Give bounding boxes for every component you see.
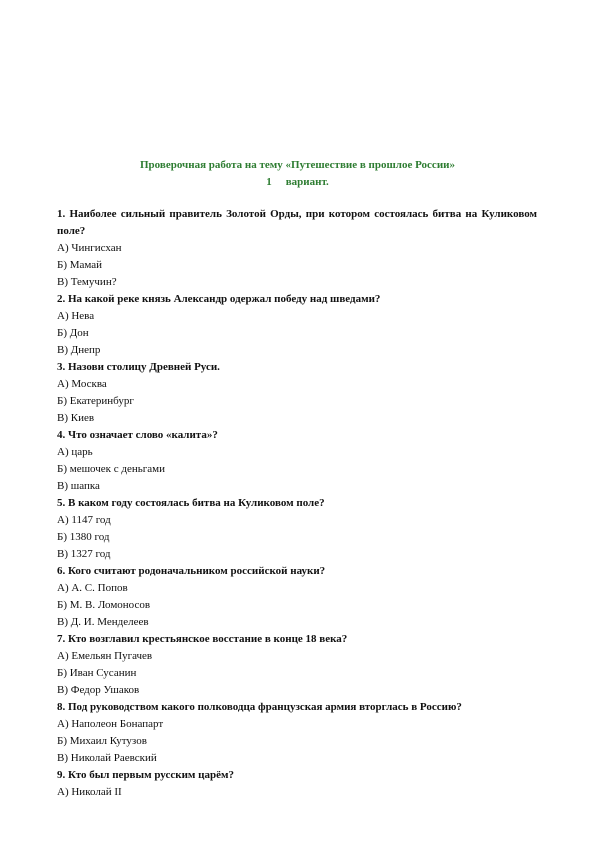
- variant-number: 1: [266, 176, 272, 188]
- question-3-option-c: В) Киев: [57, 412, 95, 424]
- question-4: 4. Что означает слово «калита»?: [57, 429, 218, 441]
- question-5-option-b: Б) 1380 год: [57, 531, 110, 543]
- question-8-option-a: А) Наполеон Бонапарт: [57, 718, 164, 730]
- question-5-option-a: А) 1147 год: [57, 514, 111, 526]
- question-3: 3. Назови столицу Древней Руси.: [57, 361, 220, 373]
- question-8-option-c: В) Николай Раевский: [57, 752, 157, 764]
- question-4-option-c: В) шапка: [57, 480, 100, 492]
- question-9: 9. Кто был первым русским царём?: [57, 769, 234, 781]
- question-6-option-a: А) А. С. Попов: [57, 582, 128, 594]
- question-2: 2. На какой реке князь Александр одержал победу над шведами?: [57, 293, 381, 305]
- question-4-option-b: Б) мешочек с деньгами: [57, 463, 166, 475]
- question-2-option-c: В) Днепр: [57, 344, 101, 356]
- question-1-option-b: Б) Мамай: [57, 259, 103, 271]
- question-1: 1. Наиболее сильный правитель Золотой Орды, при котором состоялась битва на Куликовом поле?: [57, 208, 537, 237]
- variant-line: [0, 176, 595, 188]
- question-2-option-a: А) Нева: [57, 310, 95, 322]
- question-1-option-a: А) Чингисхан: [57, 242, 122, 254]
- question-7-option-c: В) Федор Ушаков: [57, 684, 140, 696]
- page-title: Проверочная работа на тему «Путешествие в прошлое России»: [140, 159, 455, 171]
- question-6-option-b: Б) М. В. Ломоносов: [57, 599, 151, 611]
- question-3-option-a: А) Москва: [57, 378, 107, 390]
- question-8-option-b: Б) Михаил Кутузов: [57, 735, 147, 747]
- question-7: 7. Кто возглавил крестьянское восстание в конце 18 века?: [57, 633, 348, 645]
- question-8: 8. Под руководством какого полководца французская армия вторглась в Россию?: [57, 701, 462, 713]
- question-7-option-b: Б) Иван Сусанин: [57, 667, 137, 679]
- question-5: 5. В каком году состоялась битва на Куликовом поле?: [57, 497, 325, 509]
- question-4-option-a: А) царь: [57, 446, 93, 458]
- question-6: 6. Кого считают родоначальником российской науки?: [57, 565, 326, 577]
- question-1-option-c: В) Темучин?: [57, 276, 117, 288]
- question-9-option-a: А) Николай II: [57, 786, 122, 798]
- question-list: [57, 206, 537, 801]
- question-3-option-b: Б) Екатеринбург: [57, 395, 134, 407]
- variant-label: вариант.: [285, 176, 329, 188]
- question-2-option-b: Б) Дон: [57, 327, 89, 339]
- question-7-option-a: А) Емельян Пугачев: [57, 650, 153, 662]
- question-5-option-c: В) 1327 год: [57, 548, 111, 560]
- question-6-option-c: В) Д. И. Менделеев: [57, 616, 149, 628]
